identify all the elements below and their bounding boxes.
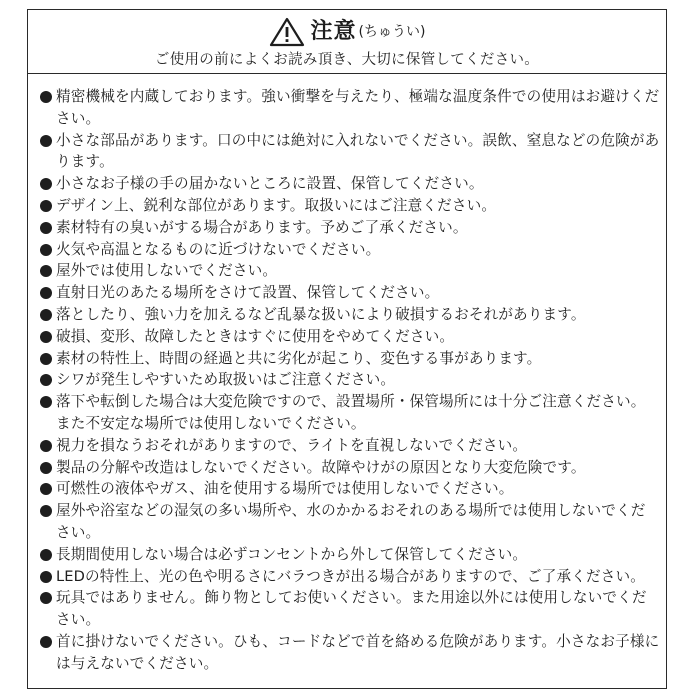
caution-item-text: 小さなお子様の手の届かないところに設置、保管してください。: [56, 175, 484, 193]
caution-item: [40, 369, 660, 391]
bullet-icon: [40, 374, 52, 386]
caution-item-text: 破損、変形、故障したときはすぐに使用をやめてください。: [56, 327, 455, 345]
caution-item: [40, 195, 660, 217]
caution-item-text: LEDの特性上、光の色や明るさにバラつきが出る場合がありますので、ご了承ください。: [56, 567, 646, 585]
caution-item-text: 可燃性の液体やガス、油を使用する場所では使用しないでください。: [56, 480, 514, 498]
notice-header: [28, 10, 666, 74]
bullet-icon: [40, 483, 52, 495]
caution-item-text: 火気や高温となるものに近づけないでください。: [56, 240, 381, 258]
caution-item: [40, 326, 660, 348]
notice-title: 注意: [310, 18, 357, 44]
notice-title-reading: (ちゅうい): [358, 23, 426, 40]
caution-item-text: 視力を損なうおそれがありますので、ライトを直視しないでください。: [56, 436, 528, 454]
caution-item: [40, 587, 660, 631]
caution-item: [40, 457, 660, 479]
bullet-icon: [40, 309, 52, 321]
caution-item: [40, 544, 660, 566]
caution-item: [40, 304, 660, 326]
caution-item: [40, 631, 660, 675]
bullet-icon: [40, 135, 52, 147]
caution-list: [40, 86, 660, 675]
bullet-icon: [40, 331, 52, 343]
caution-item: [40, 282, 660, 304]
caution-item-text: 素材特有の臭いがする場合があります。予めご了承ください。: [56, 218, 468, 236]
caution-item: [40, 217, 660, 239]
caution-item-text: シワが発生しやすいため取扱いはご注意ください。: [56, 371, 396, 389]
caution-item: [40, 500, 660, 544]
caution-item: [40, 566, 660, 588]
caution-item-text: 長期間使用しない場合は必ずコンセントから外して保管してください。: [56, 545, 528, 563]
caution-item-text: 屋外では使用しないでください。: [56, 262, 278, 280]
caution-item-text: 玩具ではありません。飾り物としてお使いください。また用途以外には使用しないでください。: [56, 589, 647, 629]
caution-item-text: デザイン上、鋭利な部位があります。取扱いにはご注意ください。: [56, 196, 497, 214]
caution-item-text: 落下や転倒した場合は大変危険ですので、設置場所・保管場所には十分ご注意ください。また不安定な場所では使用しないでください。: [56, 393, 646, 432]
bullet-icon: [40, 636, 52, 648]
bullet-icon: [40, 222, 52, 234]
bullet-icon: [40, 549, 52, 561]
bullet-icon: [40, 396, 52, 408]
caution-item: [40, 435, 660, 457]
bullet-icon: [40, 505, 52, 517]
caution-item-text: 直射日光のあたる場所をさけて設置、保管してください。: [56, 284, 440, 302]
caution-item-text: 落としたり、強い力を加えるなど乱暴な扱いにより破損するおそれがあります。: [56, 305, 586, 323]
bullet-icon: [40, 265, 52, 277]
bullet-icon: [40, 244, 52, 256]
caution-item: [40, 260, 660, 282]
bullet-icon: [40, 287, 52, 299]
caution-item-text: 小さな部品があります。口の中には絶対に入れないでください。誤飲、窒息などの危険があります。: [56, 131, 660, 171]
bullet-icon: [40, 200, 52, 212]
title-row: [28, 16, 666, 47]
bullet-icon: [40, 462, 52, 474]
caution-item: [40, 239, 660, 261]
notice-subtitle: ご使用の前によくお読み頂き、大切に保管してください。: [154, 52, 540, 68]
caution-item-text: 素材の特性上、時間の経過と共に劣化が起こり、変色する事があります。: [56, 349, 542, 367]
caution-item: [40, 130, 660, 174]
caution-item-text: 製品の分解や改造はしないでください。故障やけがの原因となり大変危険です。: [56, 458, 586, 476]
bullet-icon: [40, 592, 52, 604]
caution-item: [40, 86, 660, 130]
caution-item: [40, 348, 660, 370]
caution-item-text: 首に掛けないでください。ひも、コードなどで首を絡める危険があります。小さなお子様には与えないでください。: [56, 632, 660, 672]
caution-item-text: 精密機械を内蔵しております。強い衝撃を与えたり、極端な温度条件での使用はお避けください。: [56, 88, 660, 127]
bullet-icon: [40, 571, 52, 583]
caution-item: [40, 391, 660, 435]
caution-notice-frame: [27, 9, 667, 689]
warning-triangle-icon: [269, 17, 305, 47]
bullet-icon: [40, 440, 52, 452]
bullet-icon: [40, 178, 52, 190]
bullet-icon: [40, 353, 52, 365]
caution-item: [40, 478, 660, 500]
caution-item-text: 屋外や浴室などの湿気の多い場所や、水のかかるおそれのある場所では使用しないでください。: [56, 502, 646, 541]
bullet-icon: [40, 91, 52, 103]
caution-item: [40, 173, 660, 195]
